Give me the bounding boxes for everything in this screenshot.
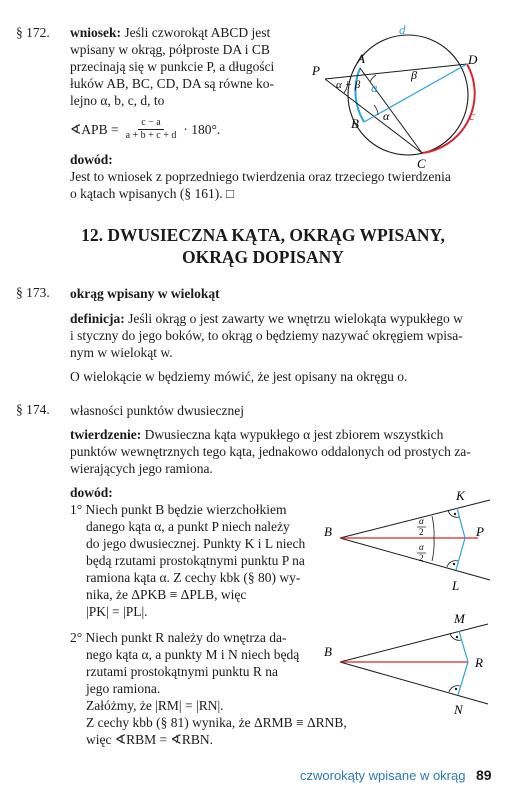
bisector-figure-1	[318, 486, 498, 598]
label-A: A	[357, 51, 365, 66]
step1-line-0: 1° Niech punkt B będzie wierzchołkiem	[70, 502, 287, 517]
s174-thm-line-2: wierających jego ramiona.	[70, 461, 213, 476]
s173-definition	[70, 310, 510, 361]
label-alpha: α	[383, 109, 390, 123]
fig2-right-angle-dot-M	[456, 636, 458, 638]
step1-line-2: do jego dwusiecznej. Punkty K i L niech	[86, 536, 306, 551]
formula-right: · 180°.	[183, 122, 221, 137]
s173-title: okrąg wpisany w wielokąt	[70, 286, 220, 301]
s173-def-line-2: nym w wielokąt w.	[70, 345, 173, 360]
bisector-figure-2	[318, 610, 498, 720]
chapter-heading	[0, 224, 526, 268]
step1-line-4: ramiona kąta α. Z cechy kbk (§ 80) wy-	[86, 570, 301, 585]
angle-mark-B	[374, 105, 378, 115]
s173-def-label: definicja:	[70, 311, 125, 326]
s174-thm-label: twierdzenie:	[70, 427, 142, 442]
step2-line-3: jego ramiona.	[86, 681, 161, 696]
label-arc-d: d	[399, 22, 406, 37]
s173-def-line-1: i styczny do jego boków, to okrąg o będziemy nazywać okręgiem wpisa-	[70, 328, 463, 343]
s174-title: własności punktów dwusiecznej	[70, 403, 244, 418]
perp-PK	[457, 508, 465, 538]
step2-line-1: nego kąta α, a punkty M i N niech będą	[86, 647, 300, 662]
s174-thm-line-0: Dwusieczna kąta wypukłego α jest zbiorem wszystkich	[144, 427, 444, 442]
fig2-perp-RN	[458, 662, 468, 695]
fig2-label-R: R	[475, 655, 483, 670]
s174-proof-label: dowód:	[70, 485, 113, 500]
label-arc-c: c	[469, 108, 475, 123]
formula-fraction	[123, 117, 180, 142]
s172-line-1: wpisany w okrąg, półproste DA i CB	[70, 42, 270, 57]
label-D: D	[468, 52, 478, 67]
label-alpha-minus-beta: α − β	[336, 79, 361, 91]
ray-lower	[340, 538, 490, 580]
s174-theorem	[70, 426, 510, 477]
s172-formula	[70, 117, 220, 142]
step1-line-6: |PK| = |PL|.	[86, 604, 148, 619]
s173-extra: O wielokącie w będziemy mówić, że jest opisany na okręgu o.	[70, 369, 408, 384]
s172-circle-figure	[300, 20, 520, 170]
s172-line-3: łuków AB, BC, CD, DA są równe ko-	[70, 76, 275, 91]
angle-arc-lower	[432, 538, 434, 561]
fig1-half-alpha-upper-den: 2	[419, 527, 424, 537]
s172-proof-label: dowód:	[70, 152, 113, 167]
s173-def-line-0: Jeśli okrąg o jest zawarty we wnętrzu wielokąta wypukłego w	[128, 311, 463, 326]
right-angle-L	[447, 561, 458, 567]
angle-arc-upper	[432, 516, 434, 538]
right-angle-dot-K	[454, 513, 456, 515]
section-number-173: § 173.	[16, 285, 50, 300]
fig1-label-L: L	[452, 578, 460, 593]
step2-line-6: więc ∢RBM = ∢RBN.	[86, 732, 213, 747]
formula-left: ∢APB =	[70, 122, 119, 137]
running-footer: czworokąty wpisane w okrąg	[300, 768, 466, 783]
s172-statement	[70, 24, 310, 109]
step2-line-4: Załóżmy, że |RM| = |RN|.	[86, 698, 224, 713]
fig2-right-angle-dot-N	[455, 688, 457, 690]
circumcircle	[348, 35, 468, 155]
page-number: 89	[476, 767, 492, 783]
step1-line-5: nika, że ΔPKB ≡ ΔPLB, więc	[86, 587, 247, 602]
step1-line-1: danego kąta α, a punkt P niech należy	[86, 519, 290, 534]
s172-proof	[70, 168, 510, 202]
s172-line-0: Jeśli czworokąt ABCD jest	[124, 25, 271, 40]
step2-line-2: rzutami prostokątnymi punktu R na	[86, 664, 278, 679]
step2-line-5: Z cechy kbb (§ 81) wynika, że ΔRMB ≡ ΔRNB,	[86, 715, 347, 730]
heading-line-2: OKRĄG DOPISANY	[182, 247, 344, 267]
section-number-174: § 174.	[16, 402, 50, 417]
s174-thm-line-1: punktów wewnętrznych tego kąta, jednakowo oddalonych od prostych za-	[70, 444, 471, 459]
fig2-right-angle-N	[449, 686, 460, 692]
section-number-172: § 172.	[16, 25, 50, 40]
label-P: P	[312, 63, 320, 78]
fig1-label-P: P	[476, 524, 484, 539]
s172-proof-line-0: Jest to wniosek z poprzedniego twierdzenia oraz trzeciego twierdzenia	[70, 169, 451, 184]
fig1-half-alpha-lower-num: α	[419, 542, 424, 552]
fig1-half-alpha-lower-den: 2	[419, 553, 424, 563]
s172-line-4: lejno α, b, c, d, to	[70, 93, 165, 108]
fig1-label-K: K	[456, 488, 465, 503]
right-angle-dot-L	[453, 563, 455, 565]
perp-PL	[456, 538, 465, 570]
fig2-label-N: N	[454, 702, 463, 717]
label-C: C	[417, 156, 426, 170]
s174-step-1	[70, 501, 320, 620]
fig2-label-B: B	[324, 644, 332, 659]
s172-term: wniosek:	[70, 25, 122, 40]
label-B: B	[351, 116, 359, 131]
formula-numerator: c − a	[138, 117, 164, 130]
fig2-label-M: M	[454, 611, 465, 626]
s172-proof-line-1: o kątach wpisanych (§ 161). □	[70, 186, 235, 201]
step2-line-0: 2° Niech punkt R należy do wnętrza da-	[70, 630, 287, 645]
step1-line-3: będą rzutami prostokątnymi punktu P na	[86, 553, 305, 568]
fig1-label-B: B	[324, 524, 332, 539]
label-beta: β	[411, 68, 417, 82]
line-PD	[325, 64, 467, 79]
ray-upper	[340, 500, 490, 538]
heading-line-1: 12. DWUSIECZNA KĄTA, OKRĄG WPISANY,	[81, 225, 445, 245]
formula-denominator: a + b + c + d	[125, 130, 177, 141]
label-arc-a: a	[371, 80, 378, 95]
fig2-perp-RM	[459, 631, 468, 662]
s172-line-2: przecinają się w punkcie P, a długości	[70, 59, 275, 74]
fig1-half-alpha-upper-num: α	[419, 516, 424, 526]
